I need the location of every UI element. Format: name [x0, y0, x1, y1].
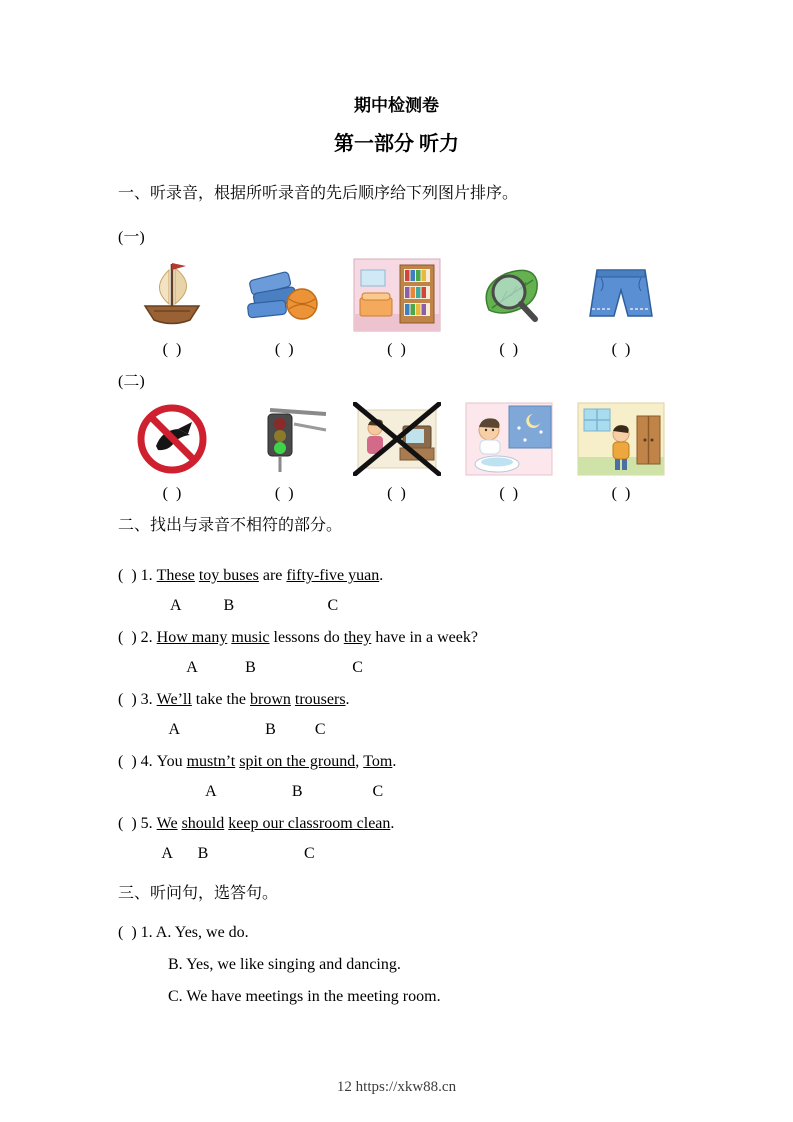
label-spacer: [390, 839, 394, 869]
abc-option-label: A: [186, 659, 198, 676]
answer-blank[interactable]: ( ): [387, 485, 406, 502]
label-spacer: [118, 777, 157, 807]
q2-segment-wrap: [231, 623, 269, 683]
magnifier-leaf-image: [459, 257, 559, 333]
q3-option-text: 1. A. Yes, we do.: [136, 924, 249, 941]
q2-segment-wrap: [157, 623, 228, 683]
q2-item-1: [118, 561, 675, 621]
q2-text-segment: take the: [191, 691, 250, 708]
q2-underlined-segment: mustn’t: [186, 753, 236, 770]
image-item: [459, 401, 559, 505]
q2-segment-wrap: [187, 747, 236, 807]
q2-segment-wrap: [157, 561, 195, 621]
abc-option-label: C: [303, 845, 315, 862]
no-littering-sign-image: [122, 401, 222, 477]
q2-text-segment: ,: [355, 753, 364, 770]
label-spacer: [270, 653, 344, 683]
denim-shorts-image: [571, 257, 671, 333]
image-item: [234, 401, 334, 505]
abc-option-label: C: [314, 721, 326, 738]
q2-underlined-segment: they: [343, 629, 372, 646]
label-spacer: [118, 653, 157, 683]
q2-segment-wrap: [118, 747, 157, 807]
traffic-light-image: [234, 401, 334, 477]
q2-answer-blank[interactable]: ( ) 4.: [118, 753, 157, 770]
answer-blank[interactable]: ( ): [387, 341, 406, 358]
q3-option-line: C. We have meetings in the meeting room.: [168, 988, 441, 1005]
q1-group2-label: (二): [118, 373, 145, 390]
q2-underlined-segment: We: [156, 815, 178, 832]
image-item: [347, 401, 447, 505]
q2-segment-wrap: [295, 685, 346, 745]
q2-underlined-segment: fifty-five yuan: [286, 567, 380, 584]
q3-option-line: B. Yes, we like singing and dancing.: [168, 956, 401, 973]
q2-underlined-segment: brown: [250, 691, 291, 708]
label-spacer: [371, 653, 478, 683]
q3-answer-blank[interactable]: ( ): [118, 924, 137, 941]
q2-underlined-segment: spit on the ground: [239, 753, 356, 770]
label-spacer: [118, 591, 157, 621]
q2-segment-wrap: [118, 685, 157, 745]
answer-blank[interactable]: ( ): [162, 485, 182, 502]
q2-underlined-segment: keep our classroom clean: [228, 815, 391, 832]
q2-segment-wrap: [157, 809, 178, 869]
q2-underlined-segment: trousers: [294, 691, 346, 708]
q2-segment-wrap: [182, 809, 225, 869]
abc-option-label: A: [169, 597, 182, 614]
q2-segment-wrap: [199, 561, 259, 621]
q2-items: [118, 561, 675, 869]
q2-underlined-segment: music: [231, 629, 270, 646]
q2-underlined-segment: These: [156, 567, 195, 584]
q2-answer-blank[interactable]: ( ) 3.: [118, 691, 157, 708]
q2-text-segment: .: [392, 753, 397, 770]
q2-text-segment: are: [258, 567, 287, 584]
abc-option-label: A: [161, 845, 173, 862]
q1-group1-label: (一): [118, 229, 145, 246]
abc-option-label: B: [291, 783, 303, 800]
q2-segment-wrap: [346, 685, 350, 745]
q2-item-5: [118, 809, 675, 869]
q2-answer-blank[interactable]: ( ) 2.: [118, 629, 157, 646]
abc-option-label: B: [265, 721, 276, 738]
label-spacer: [118, 715, 157, 745]
image-item: [571, 257, 671, 361]
jeans-and-ball-image: [234, 257, 334, 333]
answer-blank[interactable]: ( ): [611, 485, 631, 502]
abc-option-label: C: [352, 659, 363, 676]
section-title: 第一部分 听力: [334, 133, 459, 155]
abc-option-label: B: [197, 845, 209, 862]
q2-underlined-segment: How many: [156, 629, 228, 646]
bookshelf-room-image: [347, 257, 447, 333]
q2-segment-wrap: [250, 685, 291, 745]
image-item: [347, 257, 447, 361]
q2-item-3: [118, 685, 675, 745]
q2-segment-wrap: [390, 809, 394, 869]
label-spacer: [192, 715, 250, 745]
q3-instruction: 三、听问句，选答句。: [118, 885, 279, 902]
q2-segment-wrap: [259, 561, 287, 621]
q2-segment-wrap: [157, 747, 187, 807]
answer-blank[interactable]: ( ): [274, 485, 294, 502]
abc-option-label: B: [245, 659, 256, 676]
q1-group1-image-row: [118, 257, 675, 361]
page-title: 期中检测卷: [354, 96, 439, 115]
q2-segment-wrap: [157, 685, 192, 745]
q2-text-segment: .: [379, 567, 384, 584]
q2-underlined-segment: should: [181, 815, 225, 832]
abc-option-label: A: [168, 721, 180, 738]
q2-underlined-segment: Tom: [363, 753, 393, 770]
q2-segment-wrap: [118, 809, 157, 869]
q2-segment-wrap: [118, 623, 157, 683]
abc-option-label: A: [205, 783, 217, 800]
sailing-ship-image: [122, 257, 222, 333]
bedroom-scene-image: [571, 401, 671, 477]
image-item: [234, 257, 334, 361]
answer-blank[interactable]: ( ): [162, 341, 182, 358]
q2-underlined-segment: toy buses: [198, 567, 259, 584]
q2-segment-wrap: [192, 685, 250, 745]
abc-option-label: B: [223, 597, 235, 614]
label-spacer: [259, 591, 287, 621]
answer-blank[interactable]: ( ): [499, 485, 519, 502]
q2-instruction: 二、找出与录音不相符的部分。: [118, 517, 343, 534]
q2-segment-wrap: [286, 561, 379, 621]
q2-text-segment: lessons do: [269, 629, 344, 646]
q2-answer-blank[interactable]: ( ) 5.: [118, 815, 157, 832]
q2-segment-wrap: [118, 561, 157, 621]
q1-instruction: 一、听录音，根据所听录音的先后顺序给下列图片排序。: [118, 185, 519, 202]
q3-item-1-first-line: [118, 917, 675, 949]
label-spacer: [392, 777, 396, 807]
abc-option-label: C: [372, 783, 384, 800]
q2-text-segment: .: [345, 691, 350, 708]
label-spacer: [346, 715, 350, 745]
label-spacer: [157, 777, 187, 807]
q2-segment-wrap: [363, 747, 392, 807]
page-footer: 12 https://xkw88.cn: [336, 1079, 457, 1095]
q2-segment-wrap: [239, 747, 355, 807]
q2-underlined-segment: We’ll: [156, 691, 192, 708]
q2-segment-wrap: [228, 809, 390, 869]
q2-text-segment: .: [390, 815, 395, 832]
q2-item-4: [118, 747, 675, 807]
image-item: [122, 401, 222, 505]
washing-face-image: [459, 401, 559, 477]
crossed-tv-scene-image: [347, 401, 447, 477]
abc-option-label: C: [327, 597, 339, 614]
q2-segment-wrap: [371, 623, 478, 683]
answer-blank[interactable]: ( ): [499, 341, 519, 358]
image-item: [122, 257, 222, 361]
q2-segment-wrap: [344, 623, 372, 683]
q1-group2-image-row: [118, 401, 675, 505]
label-spacer: [355, 777, 363, 807]
q2-segment-wrap: [270, 623, 344, 683]
q2-segment-wrap: [379, 561, 383, 621]
q2-text-segment: have in a week?: [371, 629, 478, 646]
image-item: [459, 257, 559, 361]
q2-answer-blank[interactable]: ( ) 1.: [118, 567, 157, 584]
q2-text-segment: You: [156, 753, 187, 770]
answer-blank[interactable]: ( ): [274, 341, 294, 358]
image-item: [571, 401, 671, 505]
q2-item-2: [118, 623, 675, 683]
label-spacer: [118, 839, 157, 869]
answer-blank[interactable]: ( ): [611, 341, 631, 358]
q2-segment-wrap: [392, 747, 396, 807]
label-spacer: [379, 591, 383, 621]
q2-segment-wrap: [355, 747, 363, 807]
q3-items: [118, 917, 675, 1013]
